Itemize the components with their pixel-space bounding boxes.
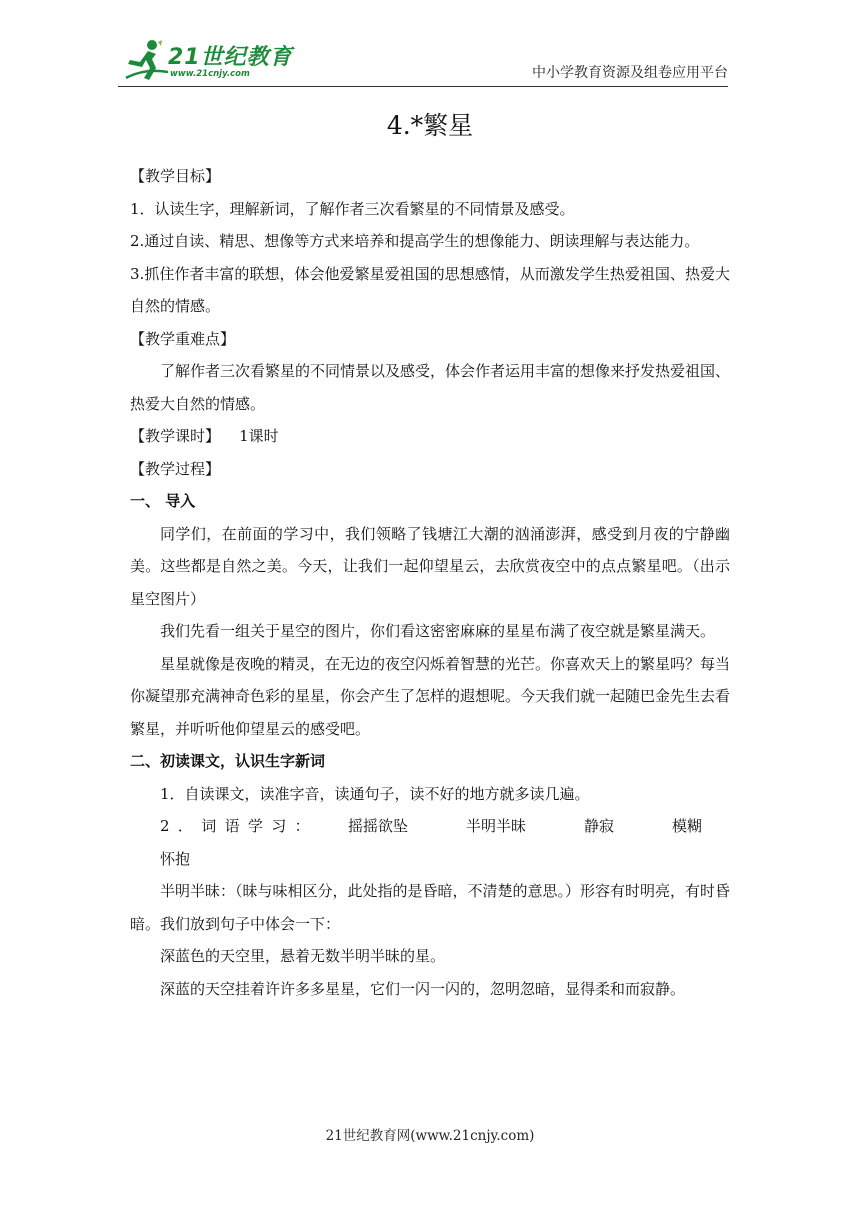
platform-name: 中小学教育资源及组卷应用平台 — [532, 65, 728, 81]
goals-heading: 【教学目标】 — [130, 167, 221, 185]
class-hours — [130, 420, 730, 453]
part2-item-1: 1．自读课文，读准字音，读通句子，读不好的地方就多读几遍。 — [160, 784, 590, 803]
vocab-word: 静寂 — [583, 817, 614, 835]
goal-3: 3.抓住作者丰富的联想，体会他爱繁星爱祖国的思想感情，从而激发学生热爱祖国、热爱大自然的情感。 — [130, 264, 730, 315]
logo-text: 21世纪教育 — [168, 45, 293, 70]
page-header — [0, 0, 860, 92]
part2-paragraph-2: 深蓝色的天空里，悬着无数半明半昧的星。 — [160, 947, 446, 965]
header-divider — [118, 86, 728, 87]
goal-2: 2.通过自读、精思、想像等方式来培养和提高学生的想像能力、朗读理解与表达能力。 — [130, 232, 700, 250]
vocab-word: 摇摇欲坠 — [347, 817, 408, 835]
process-heading: 【教学过程】 — [130, 459, 221, 478]
key-points-text: 了解作者三次看繁星的不同情景以及感受，体会作者运用丰富的想像来抒发热爱祖国、热爱大自然的情感。 — [130, 362, 731, 413]
part1-paragraph-1: 同学们，在前面的学习中，我们领略了钱塘江大潮的汹涌澎湃，感受到月夜的宁静幽美。这些都是自然之美。今天，让我们一起仰望星云，去欣赏夜空中的点点繁星吧。（出示星空图片） — [130, 524, 730, 608]
part1-paragraph-3: 星星就像是夜晚的精灵，在无边的夜空闪烁着智慧的光芒。你喜欢天上的繁星吗？每当你凝望那充满神奇色彩的星星，你会产生了怎样的遐想呢。今天我们就一起随巴金先生去看繁星，并听听他仰望星云的感受吧。 — [130, 654, 731, 738]
vocab-label: 2．词语学习： — [160, 817, 318, 835]
part1-heading: 一、 导入 — [130, 492, 196, 510]
vocab-word: 半明半昧 — [465, 817, 526, 835]
part2-paragraph-1: 半明半昧：（昧与味相区分，此处指的是昏暗，不清楚的意思。）形容有时明亮，有时昏暗。我们放到句子中体会一下： — [130, 882, 731, 933]
runner-logo-icon — [118, 38, 170, 82]
part2-item-2 — [130, 810, 730, 875]
vocab-word: 模糊 — [671, 817, 702, 835]
logo-url: www.21cnjy.com — [170, 69, 250, 79]
part2-heading: 二、初读课文，认识生字新词 — [130, 752, 326, 770]
page-footer: 21世纪教育网(www.21cnjy.com) — [325, 1128, 535, 1144]
goal-1: 1．认读生字，理解新词，了解作者三次看繁星的不同情景及感受。 — [130, 199, 575, 218]
logo — [118, 38, 293, 82]
part1-paragraph-2: 我们先看一组关于星空的图片，你们看这密密麻麻的星星布满了夜空就是繁星满天。 — [160, 622, 716, 640]
document-body — [130, 160, 730, 1005]
vocab-word: 怀抱 — [160, 849, 191, 868]
page-title: 4.*繁星 — [386, 111, 474, 140]
key-points-heading: 【教学重难点】 — [130, 329, 236, 348]
class-hours-value: 1课时 — [239, 427, 279, 445]
part2-paragraph-3: 深蓝的天空挂着许许多多星星，它们一闪一闪的，忽明忽暗，显得柔和而寂静。 — [160, 979, 686, 998]
class-hours-heading: 【教学课时】 — [130, 427, 221, 445]
